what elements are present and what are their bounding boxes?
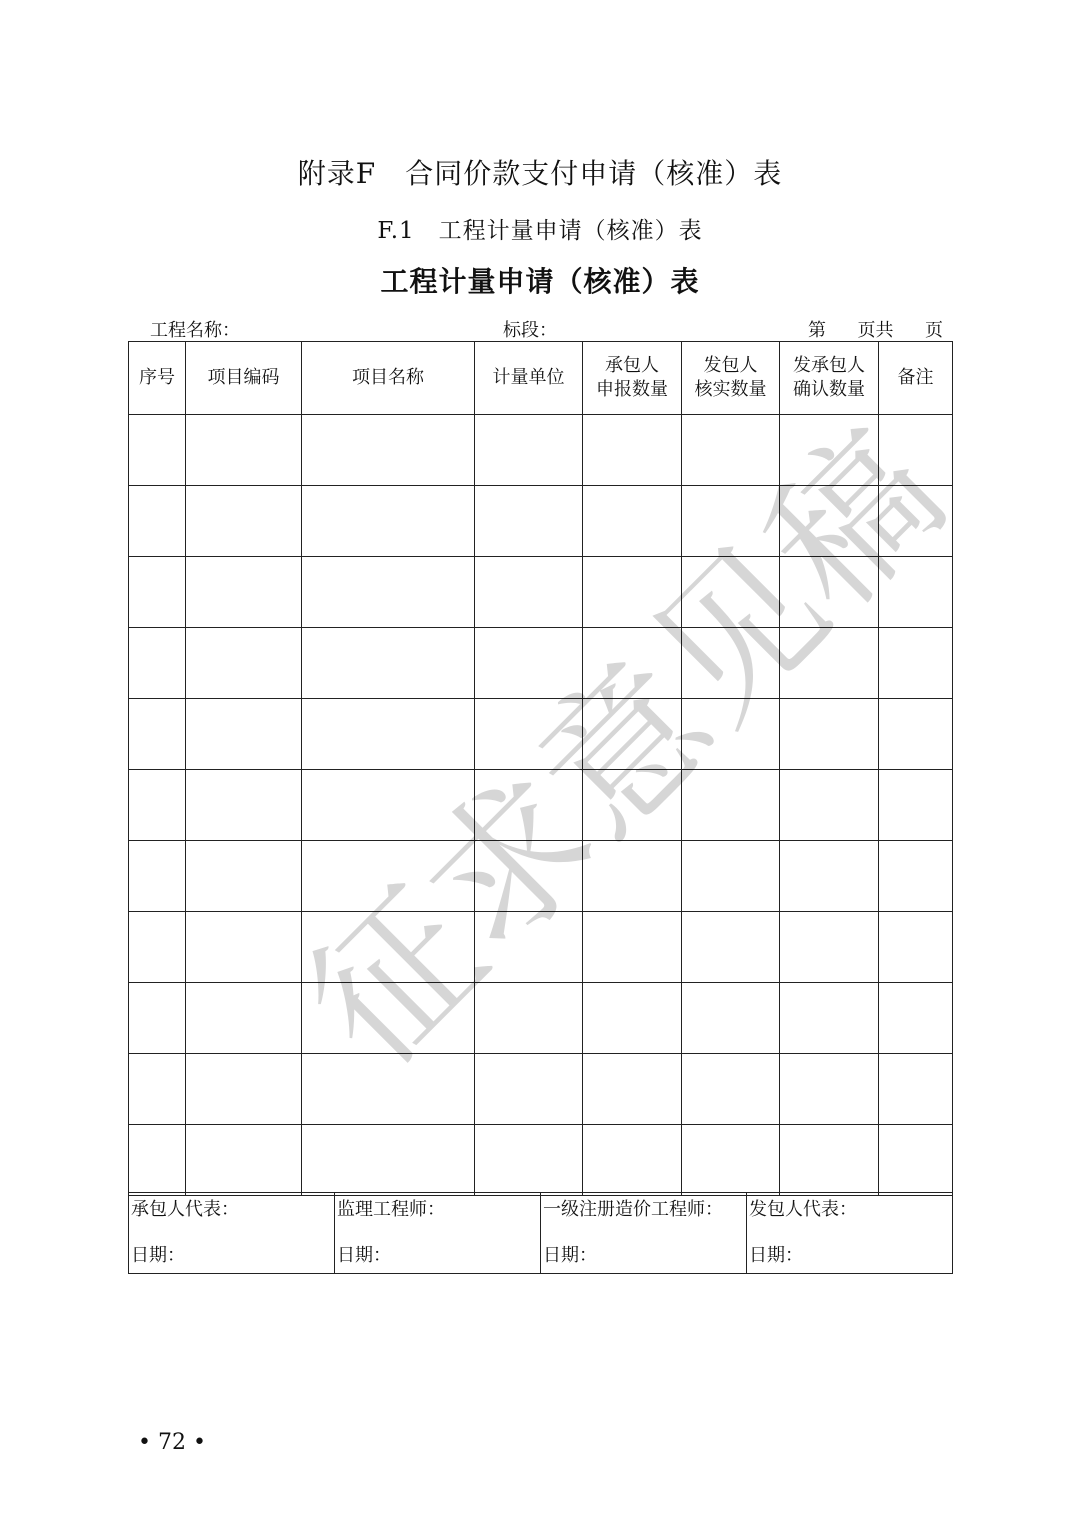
table-row xyxy=(129,1054,953,1125)
measurement-table xyxy=(128,341,979,1196)
table-cell xyxy=(879,770,953,841)
table-cell xyxy=(780,415,879,486)
table-cell xyxy=(583,1125,682,1196)
table-row xyxy=(129,628,953,699)
table-cell xyxy=(583,770,682,841)
table-cell xyxy=(302,628,475,699)
signature-role: 一级注册造价工程师： xyxy=(543,1199,723,1220)
table-row xyxy=(129,486,953,557)
header-confirmed-qty: 发承包人 确认数量 xyxy=(780,342,879,415)
section-label: 标段： xyxy=(503,320,557,341)
table-cell xyxy=(583,1054,682,1125)
table-cell xyxy=(682,415,780,486)
table-cell xyxy=(475,628,583,699)
table-cell xyxy=(780,841,879,912)
table-cell xyxy=(879,628,953,699)
table-cell xyxy=(302,415,475,486)
table-cell xyxy=(186,1125,302,1196)
table-cell xyxy=(302,557,475,628)
table-cell xyxy=(780,557,879,628)
table-row xyxy=(129,415,953,486)
table-cell xyxy=(302,486,475,557)
table-cell xyxy=(475,983,583,1054)
table-cell xyxy=(682,1054,780,1125)
page-prefix: 第 xyxy=(808,320,826,341)
table-cell xyxy=(475,1125,583,1196)
signature-employer xyxy=(747,1193,953,1274)
table-cell xyxy=(780,1125,879,1196)
table-body xyxy=(129,395,979,1196)
table-cell xyxy=(186,486,302,557)
header-unit: 计量单位 xyxy=(475,342,583,415)
page-total: 页共 xyxy=(857,320,894,341)
table-cell xyxy=(583,983,682,1054)
table-row xyxy=(129,841,953,912)
table-cell xyxy=(129,486,186,557)
table-row xyxy=(129,1125,953,1196)
table-cell xyxy=(879,912,953,983)
table-cell xyxy=(780,1054,879,1125)
table-cell xyxy=(879,1054,953,1125)
table-cell xyxy=(129,1125,186,1196)
page-count-label xyxy=(808,316,943,342)
table-cell xyxy=(302,983,475,1054)
page-number: • 72 • xyxy=(138,1430,206,1455)
table-cell xyxy=(129,770,186,841)
header-contractor-qty: 承包人 申报数量 xyxy=(583,342,682,415)
table-cell xyxy=(302,912,475,983)
table-cell xyxy=(186,628,302,699)
signature-cost-engineer xyxy=(541,1193,747,1274)
table-cell xyxy=(780,912,879,983)
table-row xyxy=(129,770,953,841)
table-cell xyxy=(302,699,475,770)
table-cell xyxy=(129,912,186,983)
form-title: 工程计量申请（核准）表 xyxy=(380,265,700,298)
table-cell xyxy=(583,628,682,699)
appendix-title: 附录F 合同价款支付申请（核准）表 xyxy=(297,157,783,190)
table-cell xyxy=(583,415,682,486)
signature-date: 日期： xyxy=(749,1245,803,1266)
table-cell xyxy=(583,557,682,628)
signature-role: 监理工程师： xyxy=(337,1199,445,1220)
table-cell xyxy=(682,1125,780,1196)
table-cell xyxy=(475,486,583,557)
table-cell xyxy=(583,486,682,557)
table-cell xyxy=(583,841,682,912)
table-cell xyxy=(129,983,186,1054)
header-remarks: 备注 xyxy=(879,342,953,415)
table-cell xyxy=(780,983,879,1054)
table-cell xyxy=(475,770,583,841)
table-cell xyxy=(186,699,302,770)
table-cell xyxy=(682,557,780,628)
table-cell xyxy=(879,1125,953,1196)
table-row xyxy=(129,699,953,770)
table-cell xyxy=(879,557,953,628)
table-cell xyxy=(302,770,475,841)
signature-supervisor xyxy=(335,1193,541,1274)
page-suffix: 页 xyxy=(925,320,943,341)
table-cell xyxy=(475,415,583,486)
table-cell xyxy=(780,770,879,841)
table-cell xyxy=(879,486,953,557)
signature-role: 承包人代表： xyxy=(131,1199,239,1220)
table-cell xyxy=(129,1054,186,1125)
table-cell xyxy=(682,983,780,1054)
signature-date: 日期： xyxy=(543,1245,597,1266)
table-cell xyxy=(186,1054,302,1125)
table-cell xyxy=(682,841,780,912)
table-cell xyxy=(879,983,953,1054)
table-row xyxy=(129,912,953,983)
table-cell xyxy=(186,770,302,841)
table-cell xyxy=(475,557,583,628)
table-cell xyxy=(186,912,302,983)
header-item-code: 项目编码 xyxy=(186,342,302,415)
header-item-name: 项目名称 xyxy=(302,342,475,415)
table-cell xyxy=(302,841,475,912)
table-cell xyxy=(682,912,780,983)
table-cell xyxy=(475,699,583,770)
table-row xyxy=(129,557,953,628)
signature-table xyxy=(128,1192,953,1274)
table-cell xyxy=(682,486,780,557)
table-cell xyxy=(475,841,583,912)
table-header-row xyxy=(129,342,953,415)
table-cell xyxy=(780,699,879,770)
section-title: F.1 工程计量申请（核准）表 xyxy=(377,218,703,244)
table-cell xyxy=(302,1125,475,1196)
table-cell xyxy=(780,628,879,699)
table-cell xyxy=(129,628,186,699)
signature-contractor xyxy=(129,1193,335,1274)
table-cell xyxy=(583,699,682,770)
table-cell xyxy=(780,486,879,557)
table-row xyxy=(129,983,953,1054)
header-employer-qty: 发包人 核实数量 xyxy=(682,342,780,415)
table-cell xyxy=(129,699,186,770)
table-cell xyxy=(129,557,186,628)
table-cell xyxy=(186,983,302,1054)
table-cell xyxy=(129,415,186,486)
table-cell xyxy=(475,1054,583,1125)
table-cell xyxy=(879,699,953,770)
table-cell xyxy=(879,841,953,912)
table-cell xyxy=(186,557,302,628)
table-cell xyxy=(302,1054,475,1125)
table-cell xyxy=(682,628,780,699)
table-cell xyxy=(682,699,780,770)
signature-date: 日期： xyxy=(131,1245,185,1266)
table-cell xyxy=(129,841,186,912)
table-cell xyxy=(682,770,780,841)
draft-watermark: 征求意见稿 xyxy=(273,395,979,1101)
signature-role: 发包人代表： xyxy=(749,1199,857,1220)
project-name-label: 工程名称： xyxy=(150,320,240,341)
table-cell xyxy=(186,415,302,486)
table-cell xyxy=(583,912,682,983)
signature-date: 日期： xyxy=(337,1245,391,1266)
table-cell xyxy=(186,841,302,912)
table-cell xyxy=(879,415,953,486)
table-cell xyxy=(475,912,583,983)
header-index: 序号 xyxy=(129,342,186,415)
